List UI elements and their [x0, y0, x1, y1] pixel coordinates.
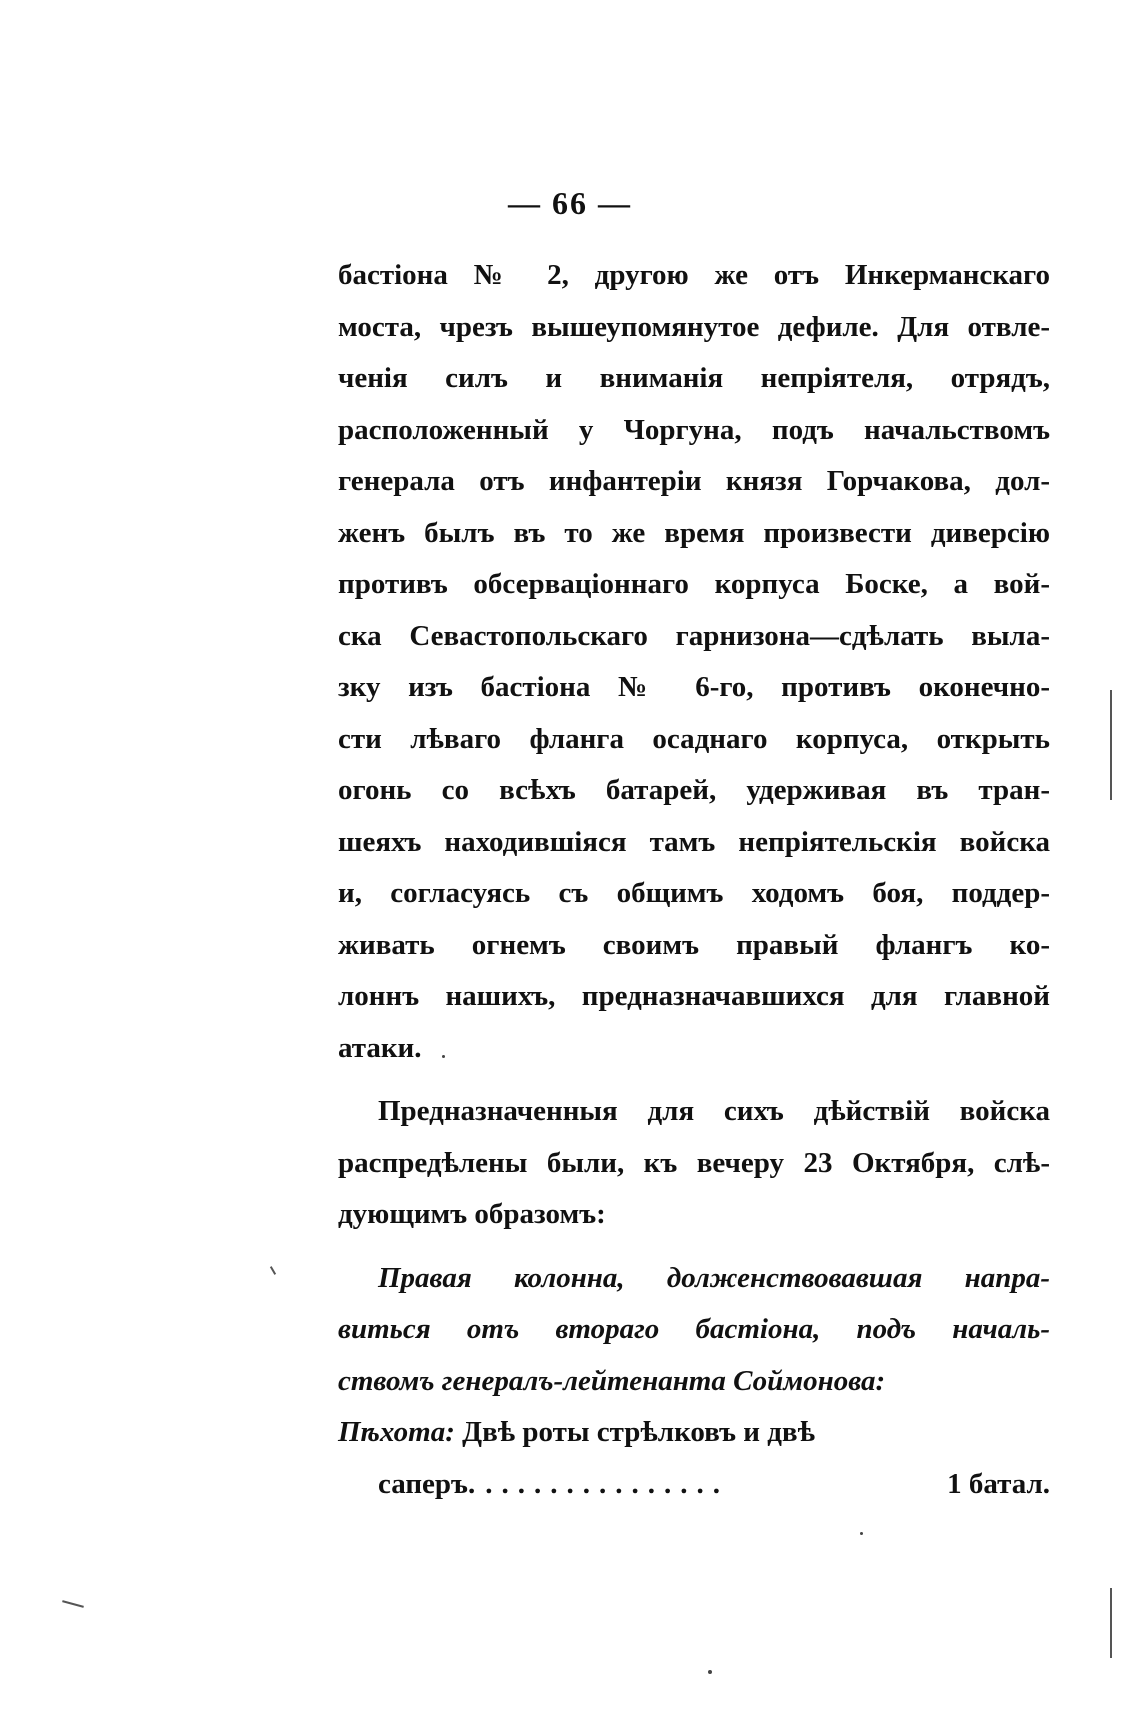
scan-mark: [270, 1266, 276, 1275]
main-text: [338, 250, 1050, 1510]
text-line: противъ обсерваціоннаго корпуса Боске, а вой-: [338, 568, 1050, 600]
text-line: моста, чрезъ вышеупомянутое дефиле. Для отвле-: [338, 310, 1050, 343]
text-line: лоннъ нашихъ, предназначавшихся для главной: [338, 980, 1050, 1012]
text-line: ченія силъ и вниманія непріятеля, отрядъ,: [338, 362, 1050, 394]
paragraph-2: [338, 1086, 1050, 1241]
leader-dots: ...............: [485, 1467, 729, 1500]
text-line: дующимъ образомъ:: [338, 1198, 606, 1230]
text-line: сти лѣваго фланга осаднаго корпуса, открыть: [338, 722, 1050, 755]
text-line: огонь со всѣхъ батарей, удерживая въ тран-: [338, 774, 1050, 806]
text-line: генерала отъ инфантеріи князя Горчакова, дол-: [338, 465, 1050, 497]
text-line: распредѣлены были, къ вечеру 23 Октября, слѣ-: [338, 1146, 1050, 1179]
infantry-text: Двѣ роты стрѣлковъ и двѣ: [462, 1416, 815, 1448]
text-line: виться отъ втораго бастіона, подъ началь-: [338, 1313, 1050, 1345]
paragraph-1: [338, 250, 1050, 1074]
scan-mark: [62, 1600, 84, 1608]
paragraph-gap: [338, 1074, 1050, 1086]
text-line: атаки.: [338, 1031, 422, 1064]
text-line: Предназначенныя для сихъ дѣйствій войска: [378, 1095, 1050, 1127]
scan-speck: [708, 1670, 712, 1674]
infantry-label: Пѣхота:: [338, 1416, 455, 1448]
text-line: ствомъ генералъ-лейтенанта Соймонова:: [338, 1364, 886, 1397]
text-line: и, согласуясь съ общимъ ходомъ боя, поддер-: [338, 877, 1050, 909]
scan-edge: [1110, 690, 1112, 800]
text-line: живать огнемъ своимъ правый флангъ ко-: [338, 928, 1050, 961]
scan-speck: [442, 1055, 445, 1058]
infantry-item: саперъ.: [378, 1467, 476, 1500]
text-line: расположенный у Чоргуна, подъ начальствомъ: [338, 413, 1050, 446]
infantry-item-value: 1 батал.: [947, 1467, 1050, 1500]
text-line: женъ былъ въ то же время произвести диверсію: [338, 516, 1050, 549]
text-line: ска Севастопольскаго гарнизона—сдѣлать выла-: [338, 619, 1050, 652]
page-number: — 66 —: [508, 185, 632, 221]
scan-edge: [1110, 1588, 1112, 1658]
infantry-item-row: [338, 1459, 1050, 1511]
text-line: шеяхъ находившіяся тамъ непріятельскія войска: [338, 825, 1050, 858]
text-line: бастіона № 2, другою же отъ Инкерманскаго: [338, 259, 1050, 291]
infantry-line: [338, 1407, 1050, 1459]
paragraph-3: [338, 1253, 1050, 1408]
scan-speck: [860, 1532, 863, 1535]
text-line: зку изъ бастіона № 6-го, противъ оконечно-: [338, 671, 1050, 703]
paragraph-gap: [338, 1241, 1050, 1253]
text-line: Правая колонна, долженствовавшая напра-: [378, 1261, 1050, 1294]
